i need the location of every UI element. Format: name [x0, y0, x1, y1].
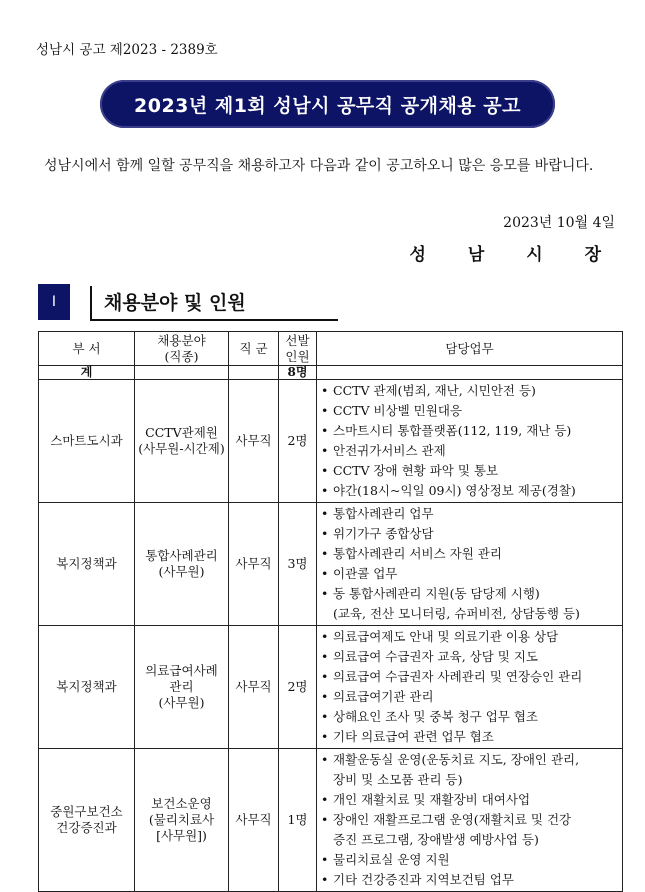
duty-item: • 장애인 재활프로그램 운영(재활치료 및 건강 증진 프로그램, 장애발생 예방사업 등) — [321, 810, 618, 850]
section-number-badge: Ⅰ — [38, 284, 70, 320]
table-row — [39, 380, 623, 503]
row-group: 사무직 — [229, 380, 279, 503]
table-row — [39, 626, 623, 749]
row-dept: 스마트도시과 — [39, 380, 135, 503]
duty-item: • 동 통합사례관리 지원(동 담당제 시행) (교육, 전산 모니터링, 슈퍼비전, 상담동행 등) — [321, 584, 618, 624]
duty-item: • 통합사례관리 서비스 자원 관리 — [321, 544, 618, 564]
duty-item: • 스마트시티 통합플랫폼(112, 119, 재난 등) — [321, 421, 618, 441]
row-field: 통합사례관리 (사무원) — [135, 503, 229, 626]
duty-item: • 야간(18시~익일 09시) 영상정보 제공(경찰) — [321, 481, 618, 501]
duty-item: • 의료급여 수급권자 교육, 상담 및 지도 — [321, 647, 618, 667]
total-count: 8명 — [279, 366, 317, 380]
row-count: 2명 — [279, 380, 317, 503]
duty-item: • 개인 재활치료 및 재활장비 대여사업 — [321, 790, 618, 810]
section-underline — [90, 319, 338, 321]
duty-item: • CCTV 장애 현황 파악 및 통보 — [321, 461, 618, 481]
row-field: 의료급여사례 관리 (사무원) — [135, 626, 229, 749]
duty-item: • 재활운동실 운영(운동치료 지도, 장애인 관리, 장비 및 소모품 관리 등) — [321, 750, 618, 790]
duty-item: • 위기가구 종합상담 — [321, 524, 618, 544]
table-row — [39, 749, 623, 892]
announcement-title: 2023년 제1회 성남시 공무직 공개채용 공고 — [100, 80, 555, 128]
header-duty: 담당업무 — [317, 332, 623, 366]
duty-item: • 의료급여 수급권자 사례관리 및 연장승인 관리 — [321, 667, 618, 687]
row-field: 보건소운영 (물리치료사 [사무원]) — [135, 749, 229, 892]
row-group: 사무직 — [229, 503, 279, 626]
row-duties — [317, 626, 623, 749]
table-total-row — [39, 366, 623, 380]
row-count: 3명 — [279, 503, 317, 626]
duty-item: • 상해요인 조사 및 중복 청구 업무 협조 — [321, 707, 618, 727]
duty-item: • CCTV 관제(범죄, 재난, 시민안전 등) — [321, 381, 618, 401]
row-count: 1명 — [279, 749, 317, 892]
row-dept: 중원구보건소 건강증진과 — [39, 749, 135, 892]
row-dept: 복지정책과 — [39, 503, 135, 626]
duty-item: • 의료급여기관 관리 — [321, 687, 618, 707]
intro-paragraph: 성남시에서 함께 일할 공무직을 채용하고자 다음과 같이 공고하오니 많은 응모를 바랍니다. — [44, 158, 594, 174]
row-dept: 복지정책과 — [39, 626, 135, 749]
table-row — [39, 503, 623, 626]
row-duties — [317, 380, 623, 503]
duty-item: • 기타 건강증진과 지역보건팀 업무 — [321, 870, 618, 890]
duty-item: • 이관콜 업무 — [321, 564, 618, 584]
duty-item: • 통합사례관리 업무 — [321, 504, 618, 524]
recruitment-table — [38, 331, 623, 892]
row-duties — [317, 749, 623, 892]
total-label: 계 — [39, 366, 135, 380]
announcement-date: 2023년 10월 4일 — [503, 215, 615, 231]
header-dept: 부 서 — [39, 332, 135, 366]
row-group: 사무직 — [229, 626, 279, 749]
duty-item: • 안전귀가서비스 관제 — [321, 441, 618, 461]
section-divider-vertical — [90, 286, 92, 320]
duty-item: • 물리치료실 운영 지원 — [321, 850, 618, 870]
header-group: 직 군 — [229, 332, 279, 366]
row-duties — [317, 503, 623, 626]
header-field: 채용분야 (직종) — [135, 332, 229, 366]
table-header-row — [39, 332, 623, 366]
duty-item: • 의료급여제도 안내 및 의료기관 이용 상담 — [321, 627, 618, 647]
duty-item: • 기타 의료급여 관련 업무 협조 — [321, 727, 618, 747]
duty-item: • CCTV 비상벨 민원대응 — [321, 401, 618, 421]
notice-number: 성남시 공고 제2023 - 2389호 — [36, 42, 218, 58]
row-field: CCTV관제원 (사무원-시간제) — [135, 380, 229, 503]
issuer-name: 성 남 시 장 — [409, 245, 619, 265]
row-count: 2명 — [279, 626, 317, 749]
section-title: 채용분야 및 인원 — [104, 292, 246, 314]
header-count: 선발 인원 — [279, 332, 317, 366]
row-group: 사무직 — [229, 749, 279, 892]
